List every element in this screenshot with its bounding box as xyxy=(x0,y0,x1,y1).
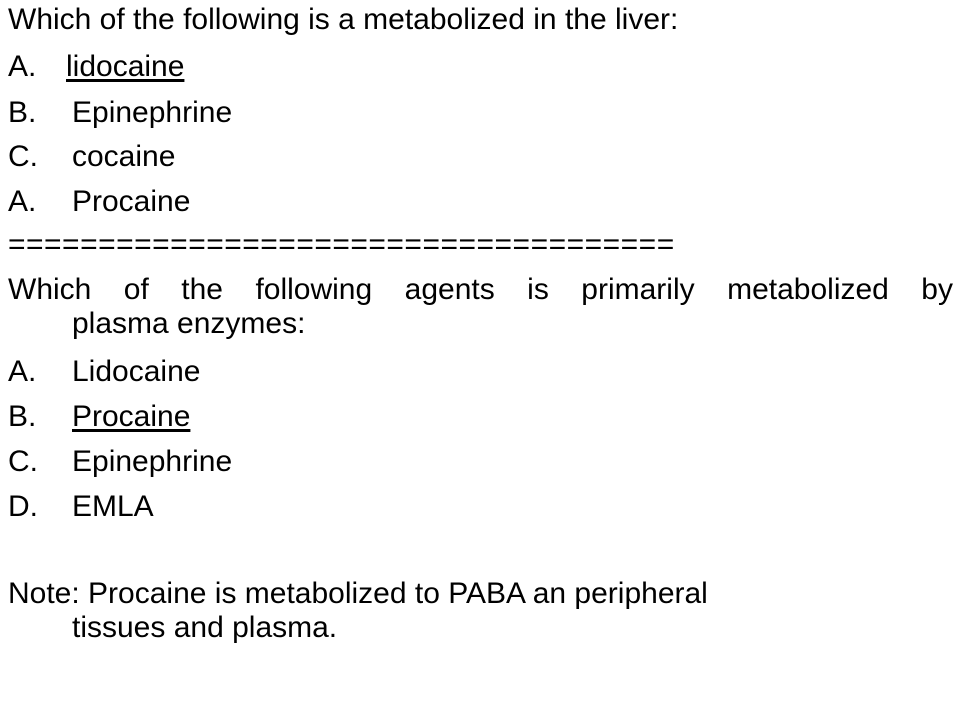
q1-option-b-text: Epinephrine xyxy=(72,96,233,129)
q1-option-d-text: Procaine xyxy=(72,185,191,218)
q2-option-b-text: Procaine xyxy=(72,400,191,433)
q1-option-c-text: cocaine xyxy=(72,140,176,173)
q1-option-a-text: lidocaine xyxy=(66,50,185,83)
q1-option-c xyxy=(8,140,175,174)
q2-option-a-text: Lidocaine xyxy=(72,355,201,388)
q2-option-c-text: Epinephrine xyxy=(72,445,233,478)
question-2-line-1: Which of the following agents is primarily metabolized by xyxy=(8,273,953,306)
question-2-text xyxy=(8,273,953,341)
q1-option-a-letter: A. xyxy=(8,50,37,83)
q2-option-b-letter: B. xyxy=(8,400,37,433)
q1-option-b-letter: B. xyxy=(8,96,37,129)
q2-option-c xyxy=(8,445,232,479)
separator-line: ===================================== xyxy=(8,228,675,261)
q1-option-d xyxy=(8,185,190,219)
q1-option-d-letter: A. xyxy=(8,185,37,218)
question-1-text: Which of the following is a metabolized in the liver: xyxy=(8,3,679,36)
q2-option-d-text: EMLA xyxy=(72,490,154,523)
q2-option-c-letter: C. xyxy=(8,445,38,478)
q2-option-a xyxy=(8,355,200,389)
note-line-2: tissues and plasma. xyxy=(72,611,338,644)
q1-option-c-letter: C. xyxy=(8,140,38,173)
q1-option-b xyxy=(8,96,232,130)
question-2-line-2: plasma enzymes: xyxy=(72,307,306,340)
q2-option-a-letter: A. xyxy=(8,355,37,388)
q1-option-a xyxy=(8,50,184,84)
q2-option-d xyxy=(8,490,154,524)
note-line-1: Note: Procaine is metabolized to PABA an peripheral xyxy=(8,577,708,610)
q2-option-b xyxy=(8,400,190,434)
q2-option-d-letter: D. xyxy=(8,490,38,523)
note-text xyxy=(8,577,888,645)
